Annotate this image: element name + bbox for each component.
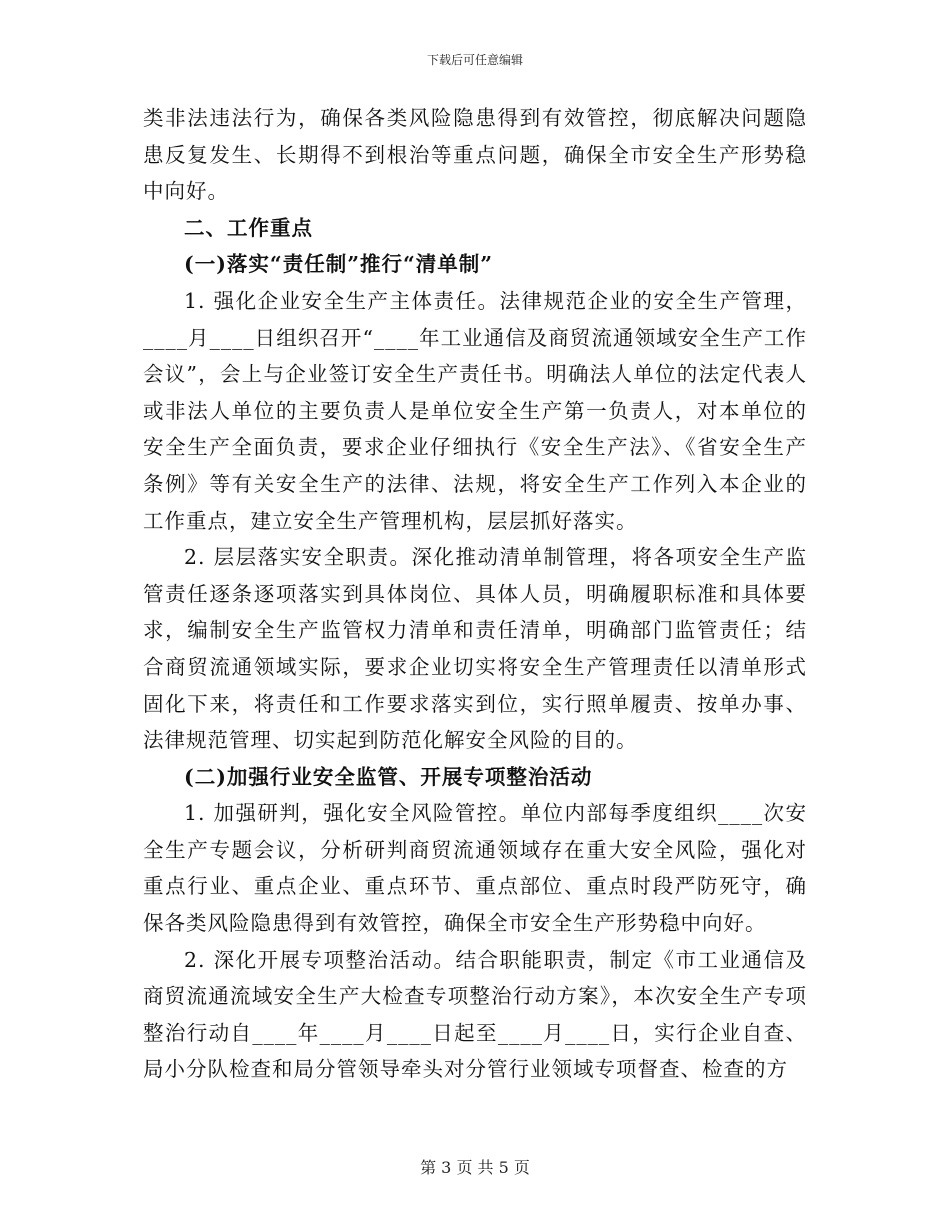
subsection-heading-2: (二)加强行业安全监管、开展专项整治活动 [184, 764, 593, 789]
paragraph-2-2: 2. 深化开展专项整治活动。结合职能职责，制定《市工业通信及商贸流通流域安全生产大检查专项整治行动方案》，本次安全生产专项整治行动自____年____月____日起至____月____日，实行企业自查、局小分队检查和局分管领导牵头对分管行业领域专项督查、检查的方 [143, 947, 807, 1082]
page-number: 第 3 页 共 5 页 [420, 1158, 530, 1177]
paragraph-intro-end: 类非法违法行为，确保各类风险隐患得到有效管控，彻底解决问题隐患反复发生、长期得不到根治等重点问题，确保全市安全生产形势稳中向好。 [143, 106, 807, 204]
paragraph-2-1: 1. 加强研判，强化安全风险管控。单位内部每季度组织____次安全生产专题会议，分析研判商贸流通领域存在重大安全风险，强化对重点行业、重点企业、重点环节、重点部位、重点时段严防死守，确保各类风险隐患得到有效管控，确保全市安全生产形势稳中向好。 [143, 801, 807, 936]
paragraph-1-2: 2. 层层落实安全职责。深化推动清单制管理，将各项安全生产监管责任逐条逐项落实到具体岗位、具体人员，明确履职标准和具体要求，编制安全生产监管权力清单和责任清单，明确部门监管责任；结合商贸流通领域实际，要求企业切实将安全生产管理责任以清单形式固化下来，将责任和工作要求落实到位，实行照单履责、按单办事、法律规范管理、切实起到防范化解安全风险的目的。 [143, 545, 807, 753]
paragraph-1-1: 1. 强化企业安全生产主体责任。法律规范企业的安全生产管理，____月____日组织召开“____年工业通信及商贸流通领域安全生产工作会议”，会上与企业签订安全生产责任书。明确法人单位的法定代表人或非法人单位的主要负责人是单位安全生产第一负责人，对本单位的安全生产全面负责，要求企业仔细执行《安全生产法》、《省安全生产条例》等有关安全生产的法律、法规，将安全生产工作列入本企业的工作重点，建立安全生产管理机构，层层抓好落实。 [143, 288, 807, 533]
section-heading-work-focus: 二、工作重点 [184, 215, 313, 240]
subsection-heading-1: (一)落实“责任制”推行“清单制” [184, 252, 494, 277]
document-body [143, 100, 807, 1088]
page-header-note: 下载后可任意编辑 [426, 53, 523, 67]
